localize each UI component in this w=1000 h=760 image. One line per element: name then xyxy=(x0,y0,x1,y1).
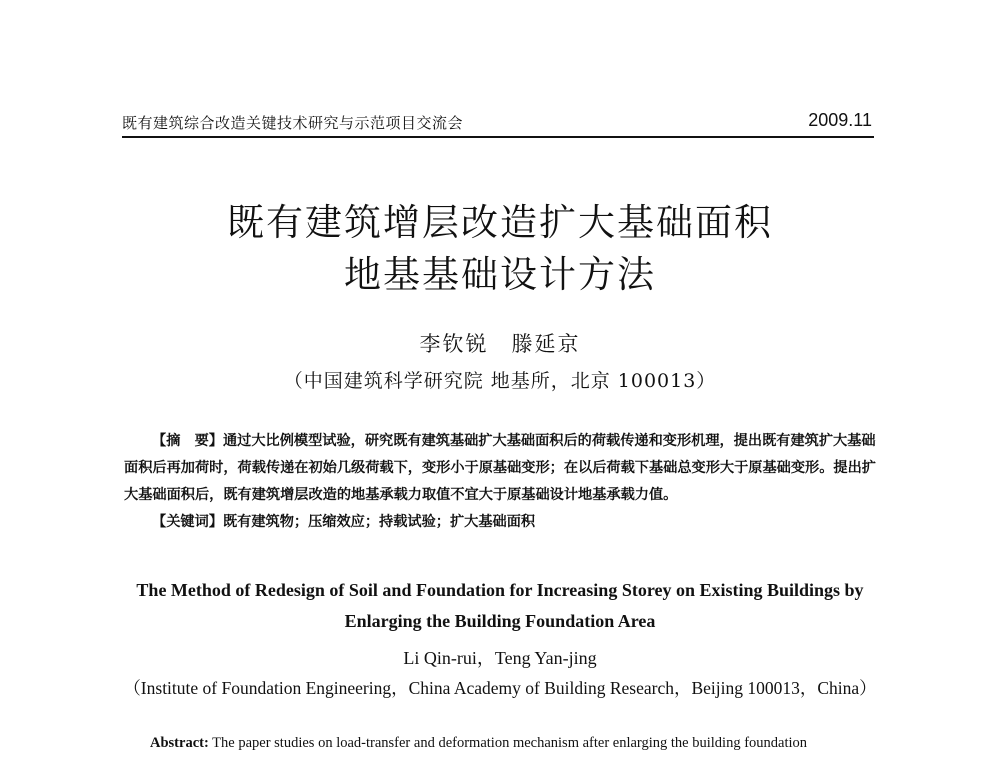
keywords-text: 既有建筑物；压缩效应；持载试验；扩大基础面积 xyxy=(222,514,536,530)
running-header xyxy=(122,108,872,134)
authors: 李钦锐 滕延京 xyxy=(419,332,581,356)
english-abstract-label: Abstract: xyxy=(150,735,209,751)
english-affiliation: （Institute of Foundation Engineering，China Academy of Building Research，Beijing 100013，China） xyxy=(123,678,877,698)
english-abstract-text: The paper studies on load-transfer and deformation mechanism after enlarging the building foundation xyxy=(212,735,808,751)
abstract-text: 通过大比例模型试验，研究既有建筑基础扩大基础面积后的荷载传递和变形机理，提出既有建筑扩大基础面积后再加荷时，荷载传递在初始几级荷载下，变形小于原基础变形；在以后荷载下基础总变形大于原基础变形。提出扩大基础面积后，既有建筑增层改造的地基承载力取值不宜大于原基础设计地基承载力值。 xyxy=(124,433,876,503)
english-authors: Li Qin-rui，Teng Yan-jing xyxy=(403,648,597,668)
paper-title-line-1: 既有建筑增层改造扩大基础面积 xyxy=(227,201,773,244)
chinese-abstract xyxy=(124,428,876,536)
english-abstract xyxy=(150,735,880,752)
english-title-line-1: The Method of Redesign of Soil and Foundation for Increasing Storey on Existing Buildings by xyxy=(136,580,864,600)
conference-name: 既有建筑综合改造关键技术研究与示范项目交流会 xyxy=(122,114,464,132)
issue-date: 2009.11 xyxy=(808,110,872,130)
abstract-paragraph xyxy=(124,428,876,509)
keywords-line xyxy=(124,509,876,536)
english-title-line-2: Enlarging the Building Foundation Area xyxy=(344,611,656,631)
paper-title-line-2: 地基基础设计方法 xyxy=(344,253,656,296)
header-rule xyxy=(122,136,874,138)
affiliation: （中国建筑科学研究院 地基所，北京 100013） xyxy=(283,370,717,392)
abstract-label: 【摘 要】 xyxy=(152,433,223,449)
keywords-label: 【关键词】 xyxy=(152,514,223,530)
